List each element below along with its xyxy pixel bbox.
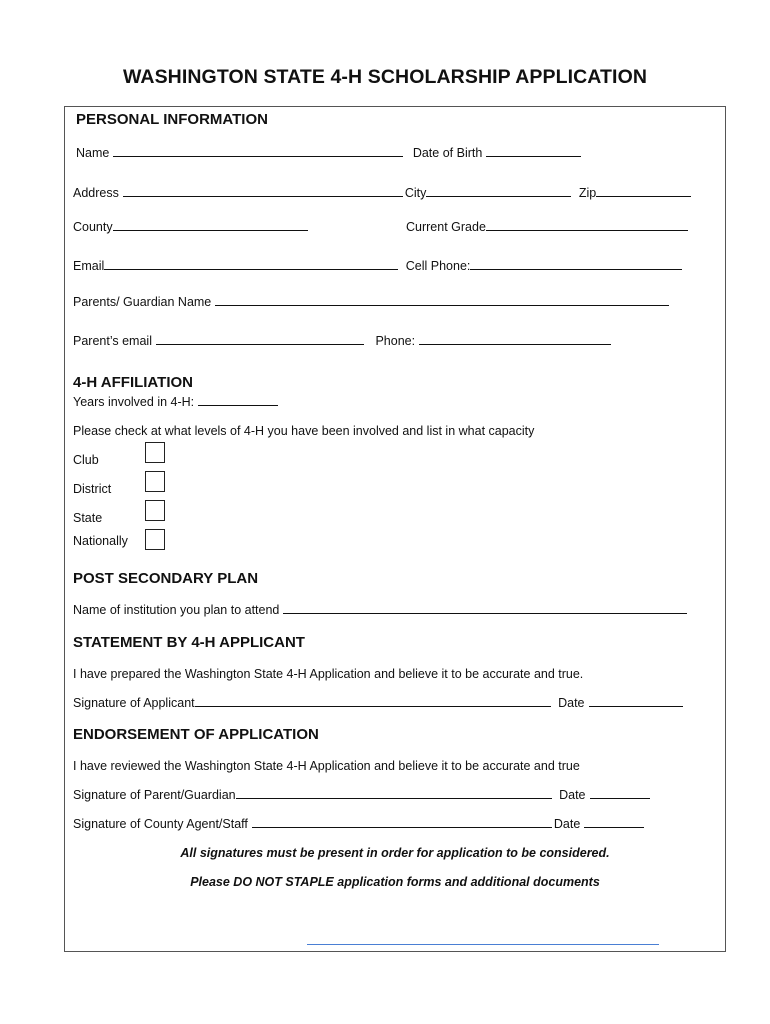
section-heading-endorsement: ENDORSEMENT OF APPLICATION xyxy=(73,726,319,743)
applicant-date-label: Date xyxy=(558,696,585,710)
parent-phone-field[interactable] xyxy=(419,333,611,345)
email-row xyxy=(73,258,684,274)
applicant-signature-label: Signature of Applicant xyxy=(73,696,195,710)
parent-date-field[interactable] xyxy=(590,787,650,799)
parents-label: Parents/ Guardian Name xyxy=(73,295,212,309)
parent-signature-field[interactable] xyxy=(236,787,552,799)
address-field[interactable] xyxy=(123,185,403,197)
statement-text: I have prepared the Washington State 4-H Application and believe it to be accurate and true. xyxy=(73,667,584,681)
address-row xyxy=(73,185,693,201)
parents-row xyxy=(73,294,671,310)
section-heading-affiliation: 4-H AFFILIATION xyxy=(73,374,193,391)
parent-phone-label: Phone: xyxy=(375,334,416,348)
institution-label: Name of institution you plan to attend xyxy=(73,603,280,617)
parent-email-label: Parent’s email xyxy=(73,334,152,348)
dob-field[interactable] xyxy=(486,145,581,157)
zip-field[interactable] xyxy=(596,185,691,197)
parent-date-label: Date xyxy=(559,788,586,802)
grade-field[interactable] xyxy=(486,219,688,231)
institution-row xyxy=(73,602,689,618)
years-row xyxy=(73,394,280,410)
applicant-signature-row xyxy=(73,695,685,711)
level-label-district: District xyxy=(73,482,112,496)
years-label: Years involved in 4-H: xyxy=(73,395,195,409)
section-heading-statement: STATEMENT BY 4-H APPLICANT xyxy=(73,634,305,651)
city-field[interactable] xyxy=(426,185,571,197)
checkbox-state[interactable] xyxy=(145,500,165,521)
name-field[interactable] xyxy=(113,145,403,157)
agent-date-label: Date xyxy=(553,817,581,831)
level-label-nationally: Nationally xyxy=(73,534,128,548)
cell-phone-field[interactable] xyxy=(470,258,682,270)
applicant-date-field[interactable] xyxy=(589,695,683,707)
name-row xyxy=(76,145,583,161)
years-field[interactable] xyxy=(198,394,278,406)
parent-email-row xyxy=(73,333,613,349)
agent-signature-label: Signature of County Agent/Staff xyxy=(73,817,248,831)
agent-signature-row xyxy=(73,816,646,832)
name-label: Name xyxy=(76,146,110,160)
no-staple-note: Please DO NOT STAPLE application forms and additional documents xyxy=(190,875,600,889)
section-heading-post-secondary: POST SECONDARY PLAN xyxy=(73,570,259,587)
email-label: Email xyxy=(73,259,105,273)
level-label-state: State xyxy=(73,511,103,525)
endorsement-text: I have reviewed the Washington State 4-H Application and believe it to be accurate and true xyxy=(73,759,580,773)
cell-phone-label: Cell Phone: xyxy=(405,259,471,273)
agent-date-field[interactable] xyxy=(584,816,644,828)
city-label: City xyxy=(404,186,427,200)
address-label: Address xyxy=(73,186,119,200)
email-field[interactable] xyxy=(104,258,398,270)
county-label: County xyxy=(73,220,113,234)
checkbox-nationally[interactable] xyxy=(145,529,165,550)
institution-field[interactable] xyxy=(283,602,687,614)
checkbox-club[interactable] xyxy=(145,442,165,463)
county-row xyxy=(73,219,310,235)
grade-row xyxy=(406,219,690,235)
checkbox-district[interactable] xyxy=(145,471,165,492)
parents-field[interactable] xyxy=(215,294,669,306)
county-field[interactable] xyxy=(113,219,308,231)
agent-signature-field[interactable] xyxy=(252,816,552,828)
grade-label: Current Grade xyxy=(406,220,486,234)
applicant-signature-field[interactable] xyxy=(195,695,551,707)
level-label-club: Club xyxy=(73,453,99,467)
levels-instruction: Please check at what levels of 4-H you have been involved and list in what capacity xyxy=(73,424,535,438)
section-heading-personal: PERSONAL INFORMATION xyxy=(76,111,268,128)
form-title: WASHINGTON STATE 4-H SCHOLARSHIP APPLICATION xyxy=(122,66,648,88)
link-underline xyxy=(307,944,659,945)
parent-email-field[interactable] xyxy=(156,333,364,345)
signatures-required-note: All signatures must be present in order for application to be considered. xyxy=(180,846,610,860)
dob-label: Date of Birth xyxy=(412,146,483,160)
zip-label: Zip xyxy=(578,186,597,200)
parent-signature-label: Signature of Parent/Guardian xyxy=(73,788,236,802)
parent-signature-row xyxy=(73,787,652,803)
